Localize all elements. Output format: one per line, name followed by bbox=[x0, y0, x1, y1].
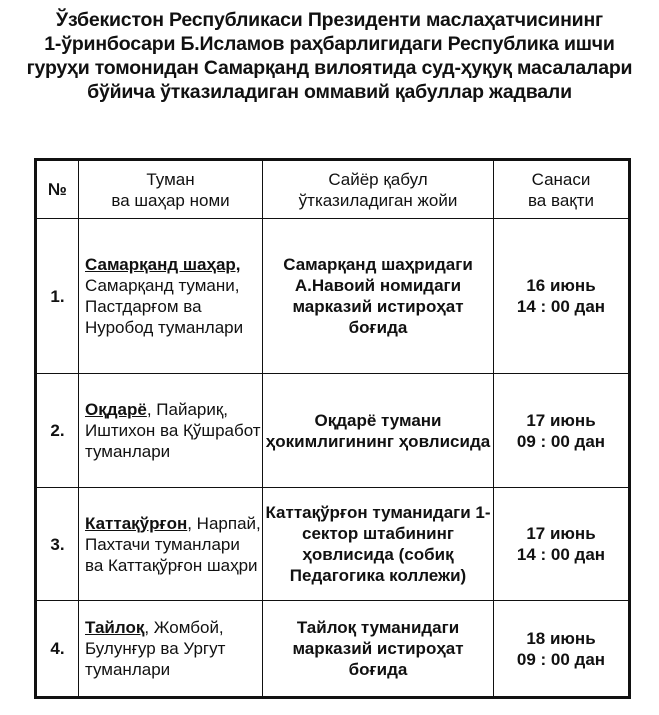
time: 14 : 00 дан bbox=[516, 545, 606, 564]
date: 18 июнь bbox=[526, 628, 596, 648]
row-number: 2. bbox=[36, 374, 79, 488]
time: 09 : 00 дан bbox=[516, 431, 606, 451]
district-rest: , Жомбой, Булунғур ва Ургут туманлари bbox=[85, 618, 226, 679]
header-number bbox=[36, 160, 79, 219]
header-text: Туман bbox=[146, 169, 195, 189]
header-text: ва вақти bbox=[527, 190, 595, 210]
header-text: ўтказиладиган жойи bbox=[298, 190, 458, 210]
header-text: Сайёр қабул bbox=[328, 169, 428, 189]
place-cell: Оқдарё тумани ҳокимлигининг ҳовлисида bbox=[263, 374, 494, 488]
document-title bbox=[0, 8, 659, 104]
district-rest: Самарқанд тумани, Пастдарғом ва Нуробод туманлари bbox=[85, 276, 244, 337]
title-line: бўйича ўтказиладиган оммавий қабуллар жадвали bbox=[87, 81, 572, 103]
table-header-row bbox=[36, 160, 630, 219]
title-line: гуруҳи томонидан Самарқанд вилоятида суд-ҳуқуқ масалалари bbox=[26, 57, 633, 79]
table-row bbox=[36, 601, 630, 698]
place-cell: Каттақўрғон туманидаги 1-сектор штабининг ҳовлисида (собиқ Педагогика коллежи) bbox=[263, 488, 494, 601]
place-cell: Тайлоқ туманидаги марказий истироҳат боғида bbox=[263, 601, 494, 698]
datetime-cell bbox=[494, 374, 630, 488]
row-number: 1. bbox=[36, 219, 79, 374]
header-text: ва шаҳар номи bbox=[111, 190, 230, 210]
datetime-cell bbox=[494, 488, 630, 601]
date: 16 июнь bbox=[526, 276, 596, 295]
row-number: 3. bbox=[36, 488, 79, 601]
district-lead: Тайлоқ bbox=[85, 618, 145, 637]
datetime-cell bbox=[494, 219, 630, 374]
header-date bbox=[494, 160, 630, 219]
header-text: Санаси bbox=[531, 169, 591, 189]
time: 09 : 00 дан bbox=[516, 649, 606, 669]
district-lead: Каттақўрғон bbox=[85, 513, 188, 533]
district-rest: , Пайариқ, Иштихон ва Қўшработ туманлари bbox=[85, 400, 261, 461]
header-place bbox=[263, 160, 494, 219]
title-line: 1-ўринбосари Б.Исламов раҳбарлигидаги Республика ишчи bbox=[44, 33, 615, 55]
district-cell bbox=[79, 219, 263, 374]
table-row bbox=[36, 488, 630, 601]
row-number: 4. bbox=[36, 601, 79, 698]
datetime-cell bbox=[494, 601, 630, 698]
time: 14 : 00 дан bbox=[516, 297, 606, 316]
district-lead: Оқдарё bbox=[85, 400, 147, 419]
table-row bbox=[36, 219, 630, 374]
header-text: № bbox=[48, 180, 67, 199]
district-cell bbox=[79, 374, 263, 488]
date: 17 июнь bbox=[526, 410, 596, 430]
district-lead: Самарқанд шаҳар, bbox=[85, 255, 241, 274]
header-district bbox=[79, 160, 263, 219]
district-rest: , Нарпай, Пахтачи туманлари ва Каттақўрғон шаҳри bbox=[85, 513, 261, 575]
place-cell: Самарқанд шаҳридаги А.Навоий номидаги марказий истироҳат боғида bbox=[263, 219, 494, 374]
district-cell bbox=[79, 488, 263, 601]
title-line: Ўзбекистон Республикаси Президенти маслаҳатчисининг bbox=[56, 9, 603, 31]
schedule-table bbox=[34, 158, 631, 699]
date: 17 июнь bbox=[526, 524, 596, 543]
district-cell bbox=[79, 601, 263, 698]
table-row bbox=[36, 374, 630, 488]
